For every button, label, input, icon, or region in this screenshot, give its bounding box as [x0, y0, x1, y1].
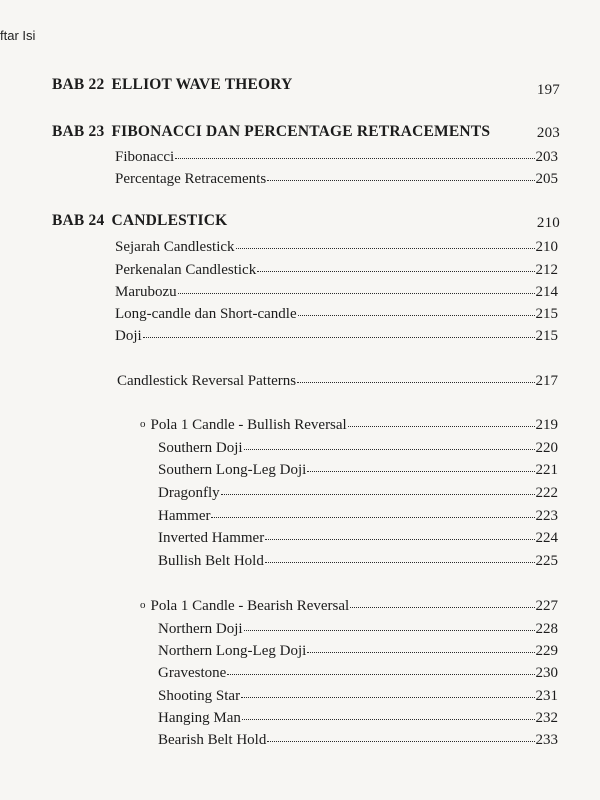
toc-entry	[115, 261, 558, 279]
toc-entry	[158, 507, 558, 525]
toc-entry	[158, 461, 558, 479]
toc-entry	[115, 327, 558, 345]
entry-label: Pola 1 Candle - Bearish Reversal	[150, 598, 350, 614]
entry-page: 221	[535, 462, 558, 478]
leader-dots	[350, 603, 534, 608]
chapter-title: ELLIOT WAVE THEORY	[111, 76, 293, 93]
entry-label: Perkenalan Candlestick	[115, 262, 257, 278]
entry-label: Fibonacci	[115, 149, 175, 165]
entry-label: Northern Doji	[158, 621, 243, 637]
entry-label: Shooting Star	[158, 688, 241, 704]
entry-label: Bullish Belt Hold	[158, 553, 264, 569]
entry-label: Long-candle dan Short-candle	[115, 306, 297, 322]
entry-label: Marubozu	[115, 284, 177, 300]
leader-dots	[236, 244, 535, 249]
entry-label: Inverted Hammer	[158, 530, 265, 546]
entry-page: 214	[535, 284, 558, 300]
leader-dots	[298, 311, 535, 316]
entry-page: 203	[535, 149, 558, 165]
entry-label: Pola 1 Candle - Bullish Reversal	[150, 417, 347, 433]
leader-dots	[241, 693, 534, 698]
toc-entry	[158, 552, 558, 570]
chapter-page: 203	[536, 125, 560, 141]
leader-dots	[265, 535, 534, 540]
entry-label: Southern Doji	[158, 440, 243, 456]
entry-label: Hanging Man	[158, 710, 241, 726]
leader-dots	[143, 333, 535, 338]
leader-dots	[211, 513, 534, 518]
entry-page: 217	[535, 373, 558, 389]
chapter-number: BAB 23	[52, 123, 105, 140]
leader-dots	[242, 715, 535, 720]
entry-label: Sejarah Candlestick	[115, 239, 235, 255]
leader-dots	[244, 626, 535, 631]
chapter-heading-24	[52, 212, 560, 230]
toc-entry	[115, 305, 558, 323]
entry-label: Percentage Retracements	[115, 171, 267, 187]
toc-entry	[158, 664, 558, 682]
leader-dots	[297, 378, 534, 383]
leader-dots	[175, 154, 534, 159]
leader-dots	[227, 670, 534, 675]
toc-entry	[158, 439, 558, 457]
entry-label: Southern Long-Leg Doji	[158, 462, 307, 478]
chapter-number: BAB 24	[52, 212, 105, 229]
leader-dots	[265, 558, 535, 563]
chapter-title: FIBONACCI DAN PERCENTAGE RETRACEMENTS	[111, 123, 491, 140]
toc-entry-percentage-retracements	[115, 170, 558, 188]
leader-dots	[307, 467, 534, 472]
entry-page: 222	[535, 485, 558, 501]
toc-entry	[158, 484, 558, 502]
entry-label: Northern Long-Leg Doji	[158, 643, 307, 659]
bullet-icon: o	[140, 418, 146, 430]
entry-page: 212	[535, 262, 558, 278]
entry-label: Bearish Belt Hold	[158, 732, 267, 748]
entry-page: 229	[535, 643, 558, 659]
chapter-page: 210	[536, 215, 560, 231]
toc-entry	[158, 529, 558, 547]
chapter-title: CANDLESTICK	[111, 212, 228, 229]
chapter-number: BAB 22	[52, 76, 105, 93]
chapter-heading-22	[52, 76, 560, 98]
entry-page: 223	[535, 508, 558, 524]
entry-label: Candlestick Reversal Patterns	[117, 373, 297, 389]
entry-page: 233	[535, 732, 558, 748]
entry-page: 230	[535, 665, 558, 681]
leader-dots	[221, 490, 535, 495]
leader-dots	[348, 422, 535, 427]
entry-label: Dragonfly	[158, 485, 220, 501]
toc-entry	[158, 731, 558, 749]
entry-page: 205	[535, 171, 558, 187]
entry-page: 228	[535, 621, 558, 637]
entry-page: 227	[535, 598, 558, 614]
toc-entry-subsection	[140, 597, 558, 615]
toc-entry-subsection	[140, 416, 558, 434]
toc-entry	[115, 238, 558, 256]
toc-entry	[115, 283, 558, 301]
leader-dots	[307, 648, 534, 653]
leader-dots	[244, 445, 535, 450]
toc-entry	[158, 642, 558, 660]
toc-entry-fibonacci	[115, 148, 558, 166]
entry-page: 215	[535, 328, 558, 344]
entry-label: Hammer	[158, 508, 211, 524]
entry-page: 220	[535, 440, 558, 456]
entry-page: 210	[535, 239, 558, 255]
entry-label: Gravestone	[158, 665, 227, 681]
leader-dots	[178, 289, 535, 294]
leader-dots	[267, 737, 534, 742]
leader-dots	[257, 267, 534, 272]
entry-page: 231	[535, 688, 558, 704]
entry-label: Doji	[115, 328, 142, 344]
entry-page: 232	[535, 710, 558, 726]
bullet-icon: o	[140, 599, 146, 611]
toc-entry	[117, 372, 558, 390]
running-head: ftar Isi	[0, 28, 36, 43]
chapter-page: 197	[536, 82, 560, 98]
toc-entry	[158, 687, 558, 705]
entry-page: 225	[535, 553, 558, 569]
entry-page: 215	[535, 306, 558, 322]
leader-dots	[267, 176, 534, 181]
entry-page: 224	[535, 530, 558, 546]
toc-entry	[158, 709, 558, 727]
chapter-heading-23	[52, 123, 560, 141]
entry-page: 219	[535, 417, 558, 433]
toc-entry	[158, 620, 558, 638]
